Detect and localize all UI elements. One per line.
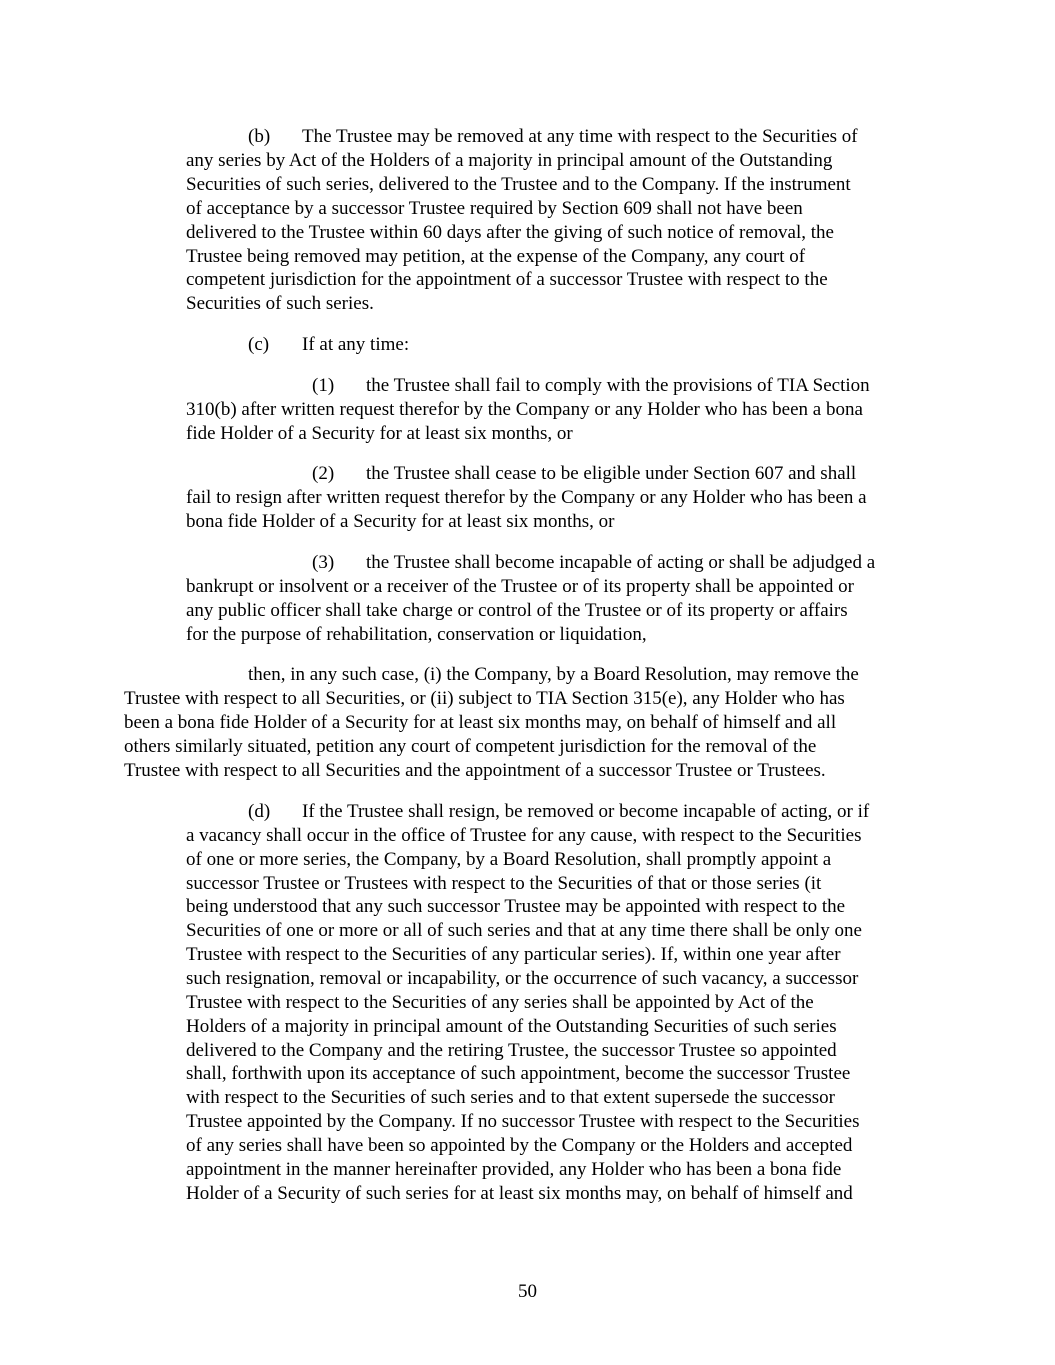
clause-2-line: fail to resign after written request therefor by the Company or any Holder who has been a [186,487,867,508]
paragraph-d-line: Holder of a Security of such series for at least six months may, on behalf of himself and [186,1183,853,1204]
clause-1-first-line: (1) the Trustee shall fail to comply with the provisions of TIA Section [312,375,870,396]
paragraph-d-line: successor Trustee or Trustees with respect to the Securities of that or those series (it [186,873,822,894]
paragraph-d-line: appointment in the manner hereinafter provided, any Holder who has been a bona fide [186,1159,842,1180]
paragraph-b-line: Securities of such series, delivered to the Trustee and to the Company. If the instrument [186,174,851,195]
paragraph-d-line: being understood that any such successor Trustee may be appointed with respect to the [186,896,846,917]
paragraph-d-label: (d) [248,801,271,822]
paragraph-d-line: with respect to the Securities of such series and to that extent supersede the successor [186,1087,835,1108]
clause-3-line: any public officer shall take charge or control of the Trustee or of its property or affairs [186,600,848,621]
paragraph-d-line: of any series shall have been so appointed by the Company or the Holders and accepted [186,1135,853,1156]
paragraph-d-line: shall, forthwith upon its acceptance of such appointment, become the successor Trustee [186,1063,851,1084]
clause-3-first-line: (3) the Trustee shall become incapable of acting or shall be adjudged a [312,552,876,573]
page-number: 50 [518,1281,537,1302]
paragraph-b-line: Trustee being removed may petition, at the expense of the Company, any court of [186,246,806,267]
paragraph-d-first-line: (d) If the Trustee shall resign, be removed or become incapable of acting, or if [248,801,870,822]
paragraph-b-line: of acceptance by a successor Trustee required by Section 609 shall not have been [186,198,803,219]
paragraph-d-line: a vacancy shall occur in the office of Trustee for any cause, with respect to the Securities [186,825,862,846]
clause-2-first-line: (2) the Trustee shall cease to be eligible under Section 607 and shall [312,463,857,484]
paragraph-b-line: competent jurisdiction for the appointment of a successor Trustee with respect to the [186,269,828,290]
clause-2-line: bona fide Holder of a Security for at least six months, or [186,511,615,532]
paragraph-c-label: (c) [248,334,270,355]
paragraph-b-line: any series by Act of the Holders of a majority in principal amount of the Outstanding [186,150,833,171]
paragraph-c-line: (c) If at any time: [248,334,410,355]
paragraph-d-line: delivered to the Company and the retiring Trustee, the successor Trustee so appointed [186,1040,837,1061]
clause-3-line: for the purpose of rehabilitation, conservation or liquidation, [186,624,647,645]
clause-3-line: bankrupt or insolvent or a receiver of the Trustee or of its property shall be appointed or [186,576,854,597]
paragraph-then-line: Trustee with respect to all Securities and the appointment of a successor Trustee or Trustees. [124,760,826,781]
paragraph-then-line: then, in any such case, (i) the Company, by a Board Resolution, may remove the [248,664,859,685]
clause-3-label: (3) [312,552,335,573]
clause-1-line: fide Holder of a Security for at least six months, or [186,423,573,444]
paragraph-d-line: Securities of one or more or all of such series and that at any time there shall be only one [186,920,862,941]
paragraph-then-line: Trustee with respect to all Securities, or (ii) subject to TIA Section 315(e), any Holder who has [124,688,845,709]
paragraph-b-label: (b) [248,126,271,147]
paragraph-b-line: delivered to the Trustee within 60 days after the giving of such notice of removal, the [186,222,834,243]
clause-1-label: (1) [312,375,335,396]
clause-2-label: (2) [312,463,335,484]
paragraph-d-line: such resignation, removal or incapability, or the occurrence of such vacancy, a successor [186,968,859,989]
paragraph-b-first-line: (b) The Trustee may be removed at any time with respect to the Securities of [248,126,858,147]
paragraph-d-line: Trustee appointed by the Company. If no successor Trustee with respect to the Securities [186,1111,860,1132]
paragraph-b-line: Securities of such series. [186,293,374,314]
paragraph-then-line: others similarly situated, petition any court of competent jurisdiction for the removal of the [124,736,817,757]
paragraph-then-line: been a bona fide Holder of a Security for at least six months may, on behalf of himself and all [124,712,837,733]
paragraph-d-line: Trustee with respect to the Securities of any particular series). If, within one year after [186,944,841,965]
paragraph-d-line: Holders of a majority in principal amount of the Outstanding Securities of such series [186,1016,837,1037]
paragraph-d-line: Trustee with respect to the Securities of any series shall be appointed by Act of the [186,992,814,1013]
clause-1-line: 310(b) after written request therefor by the Company or any Holder who has been a bona [186,399,863,420]
paragraph-d-line: of one or more series, the Company, by a Board Resolution, shall promptly appoint a [186,849,832,870]
